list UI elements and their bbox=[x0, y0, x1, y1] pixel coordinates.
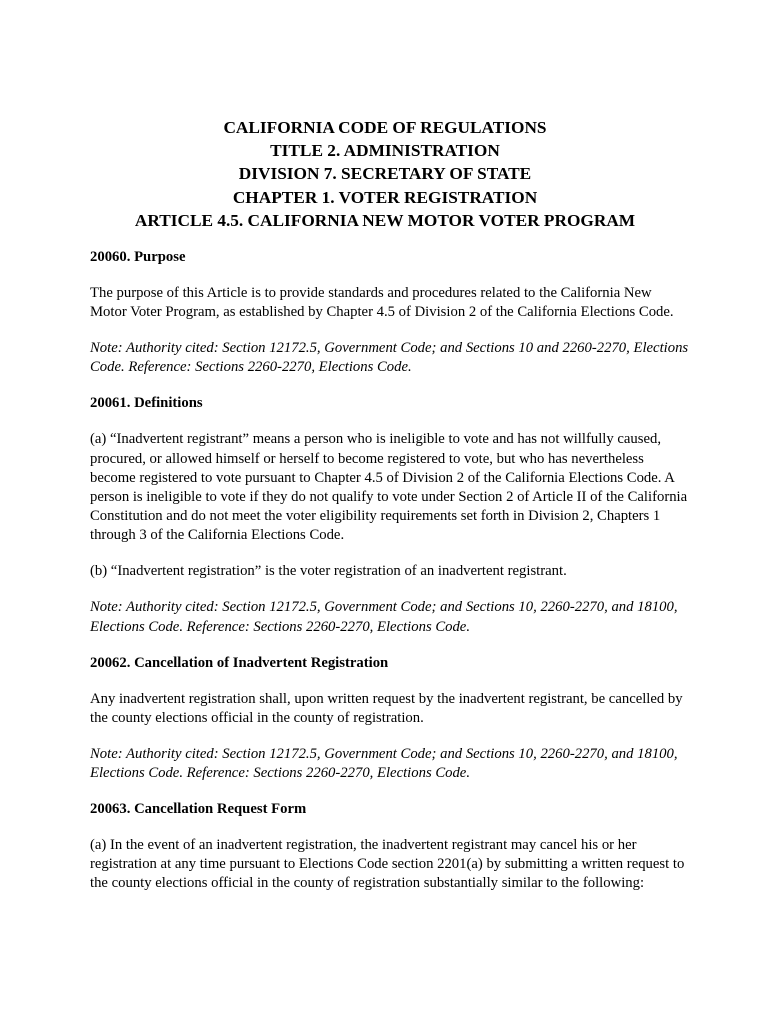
section-20060-note: Note: Authority cited: Section 12172.5, Government Code; and Sections 10 and 2260-2270, Elections Code. Reference: Sections 2260-2270, Elections Code. bbox=[90, 340, 689, 376]
section-20061-para-a: (a) “Inadvertent registrant” means a person who is ineligible to vote and has not willfully caused, procured, or allowed himself or herself to become registered to vote, but who has nevertheless become registered to vote pursuant to Chapter 4.5 of Division 2 of the California Elections Code. A person is ineligible to vote if they do not qualify to vote under Section 2 of Article II of the California Constitution and do not meet the voter eligibility requirements set forth in Division 2, Chapters 1 through 3 of the California Elections Code. bbox=[90, 431, 688, 544]
section-20061-note: Note: Authority cited: Section 12172.5, Government Code; and Sections 10, 2260-2270, and 18100, Elections Code. Reference: Sections 2260-2270, Elections Code. bbox=[90, 599, 678, 635]
section-20060-body: The purpose of this Article is to provide standards and procedures related to the California New Motor Voter Program, as established by Chapter 4.5 of Division 2 of the California Elections Code. bbox=[90, 285, 674, 321]
header-article: ARTICLE 4.5. CALIFORNIA NEW MOTOR VOTER PROGRAM bbox=[134, 210, 636, 230]
section-20063-para-a: (a) In the event of an inadvertent registration, the inadvertent registrant may cancel his or her registration at any time pursuant to Elections Code section 2201(a) by submitting a written request to the county elections official in the county of registration substantially similar to the following: bbox=[90, 837, 685, 892]
section-20061-heading: 20061. Definitions bbox=[90, 395, 203, 412]
document-header bbox=[0, 116, 770, 232]
section-20063-heading: 20063. Cancellation Request Form bbox=[90, 801, 307, 818]
section-20062-body: Any inadvertent registration shall, upon written request by the inadvertent registrant, be cancelled by the county elections official in the county of registration. bbox=[90, 690, 683, 726]
header-division: DIVISION 7. SECRETARY OF STATE bbox=[238, 164, 532, 184]
section-20060-heading: 20060. Purpose bbox=[90, 249, 186, 265]
header-title: TITLE 2. ADMINISTRATION bbox=[270, 141, 500, 161]
header-chapter: CHAPTER 1. VOTER REGISTRATION bbox=[232, 187, 538, 207]
section-20061-para-b: (b) “Inadvertent registration” is the voter registration of an inadvertent registrant. bbox=[90, 563, 567, 580]
section-20062-note: Note: Authority cited: Section 12172.5, Government Code; and Sections 10, 2260-2270, and 18100, Elections Code. Reference: Sections 2260-2270, Elections Code. bbox=[90, 745, 678, 782]
section-20062-heading: 20062. Cancellation of Inadvertent Registration bbox=[90, 654, 389, 671]
document-body bbox=[90, 248, 690, 910]
header-code-title: CALIFORNIA CODE OF REGULATIONS bbox=[223, 118, 547, 137]
